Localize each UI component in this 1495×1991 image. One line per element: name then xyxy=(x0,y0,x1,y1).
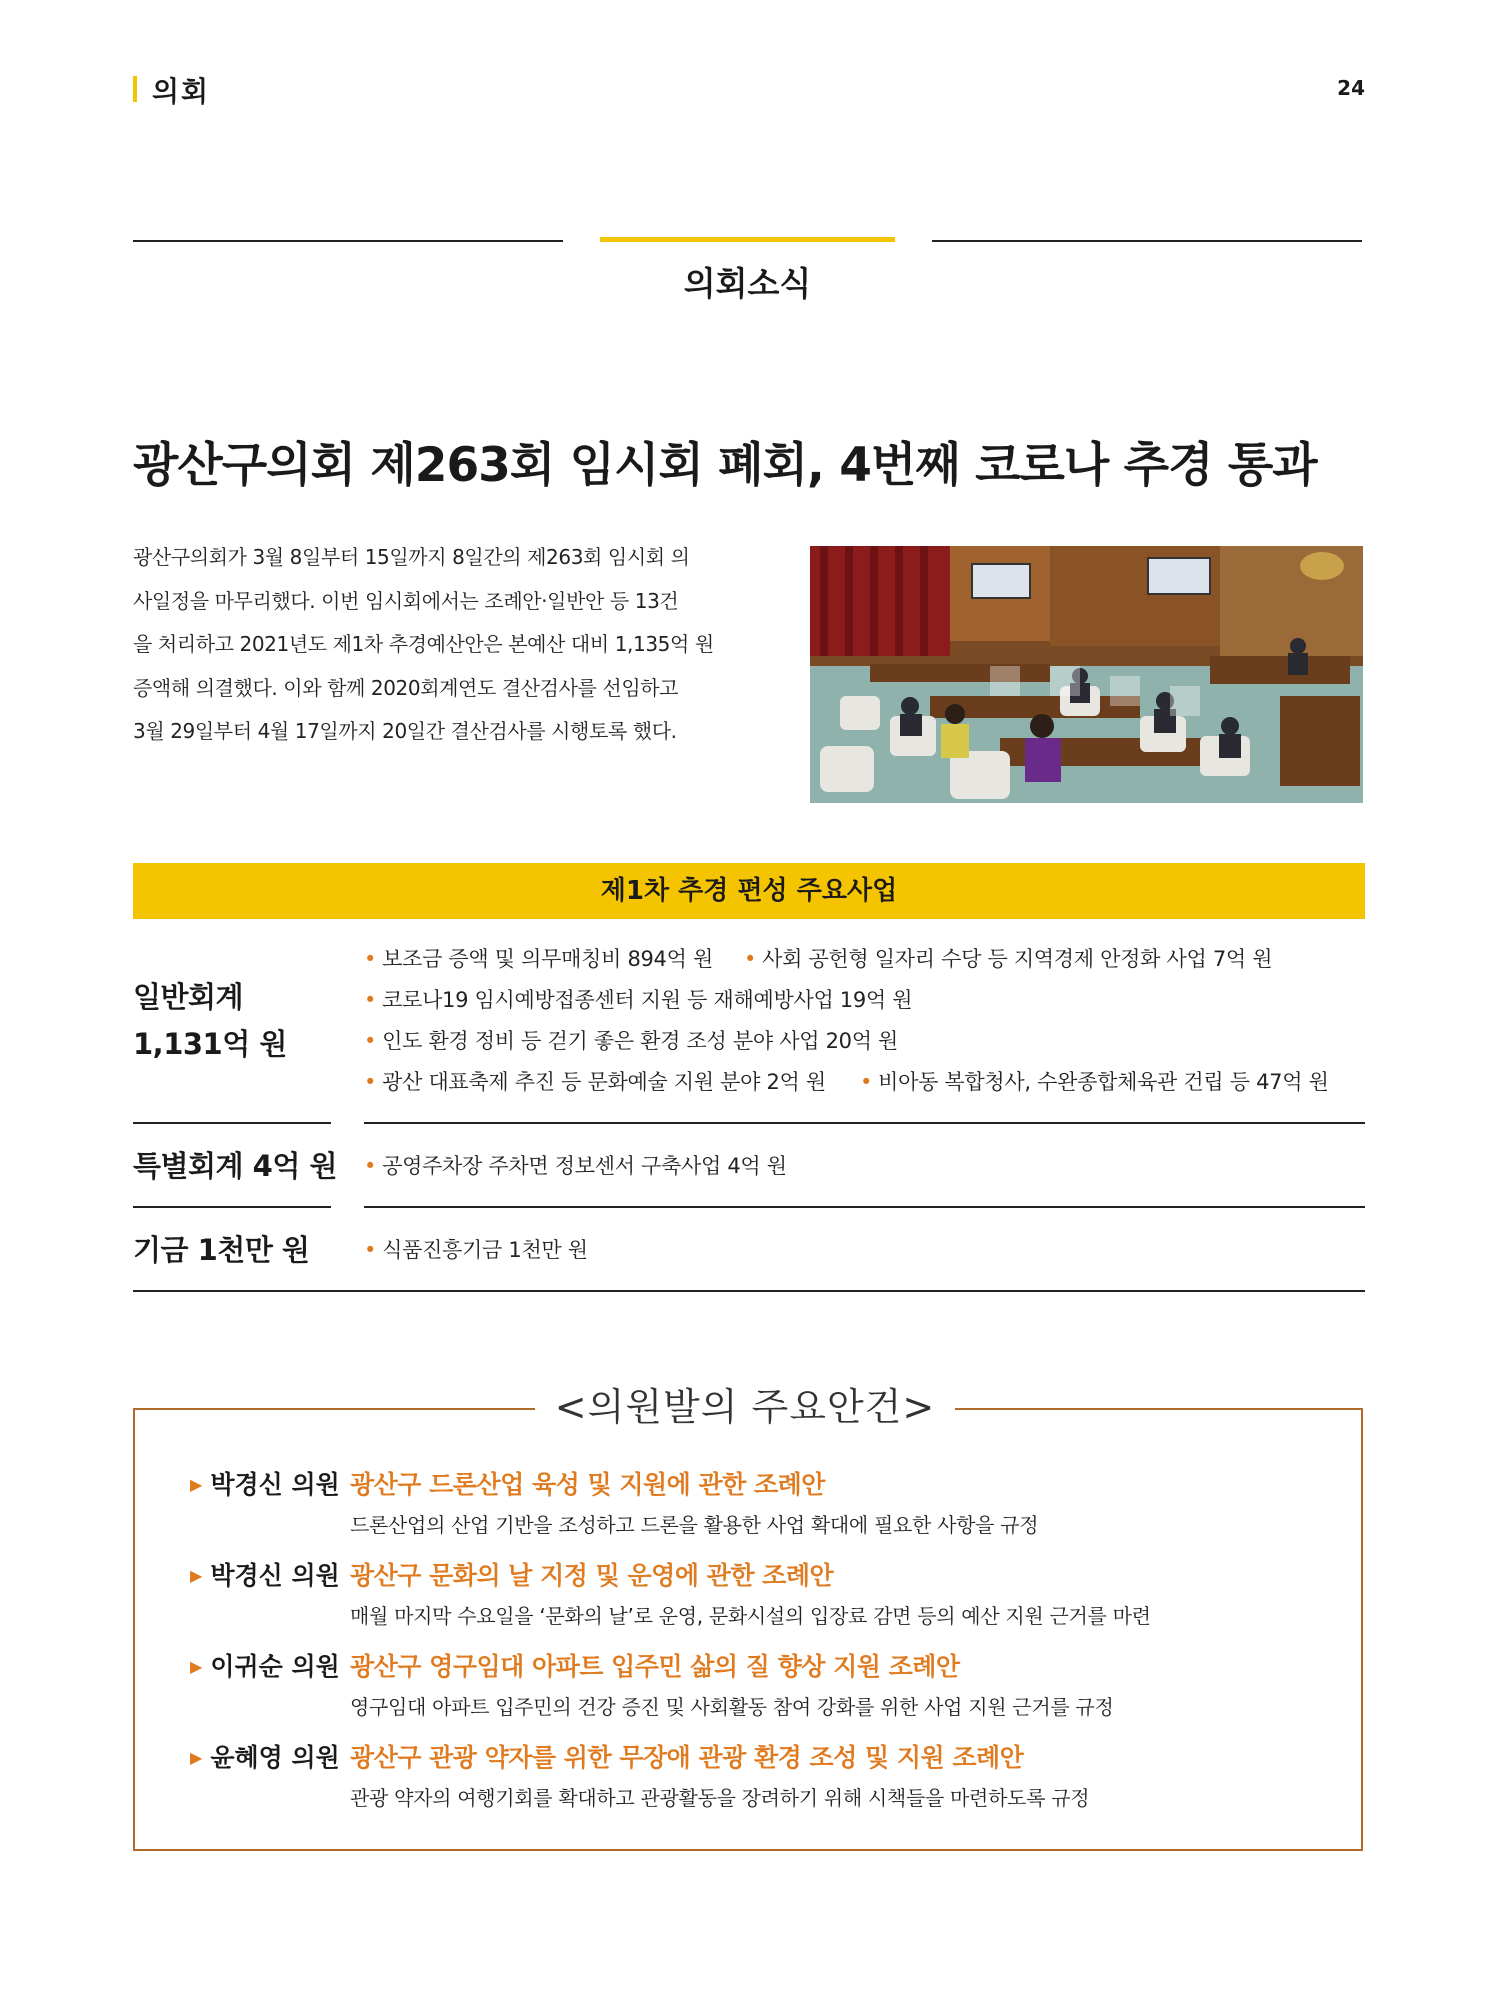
special-account-label: 특별회계 4억 원 xyxy=(133,1149,337,1183)
general-account-amount: 1,131억 원 xyxy=(133,1027,287,1061)
fund-label: 기금 1천만 원 xyxy=(133,1233,310,1267)
proposals-title-wrap xyxy=(535,1382,955,1432)
section-marker xyxy=(133,76,137,102)
proposals-title: <의원발의 주요안건> xyxy=(554,1385,936,1429)
section-name: 의회 xyxy=(152,75,211,108)
proposal-desc: 관광 약자의 여행기회를 확대하고 관광활동을 장려하기 위해 시책들을 마련하도록 규정 xyxy=(350,1786,1090,1810)
divider-accent xyxy=(600,237,895,242)
budget-item: • 사회 공헌형 일자리 수당 등 지역경제 안정화 사업 7억 원 xyxy=(744,947,1273,971)
budget-item: • 코로나19 임시예방접종센터 지원 등 재해예방사업 19억 원 xyxy=(364,988,913,1012)
budget-item: • 보조금 증액 및 의무매칭비 894억 원 xyxy=(364,947,713,971)
budget-item: • 비아동 복합청사, 수완종합체육관 건립 등 47억 원 xyxy=(860,1070,1329,1094)
proposal-member: ▶ 박경신 의원 xyxy=(190,1561,340,1590)
triangle-bullet-icon: ▶ xyxy=(190,1566,203,1585)
proposal-desc: 매월 마지막 수요일을 ‘문화의 날’로 운영, 문화시설의 입장료 감면 등의 예산 지원 근거를 마련 xyxy=(350,1604,1151,1628)
table-divider xyxy=(364,1122,1365,1124)
body-line: 3월 29일부터 4월 17일까지 20일간 결산검사를 시행토록 했다. xyxy=(133,719,677,743)
proposal-member: ▶ 윤혜영 의원 xyxy=(190,1743,340,1772)
triangle-bullet-icon: ▶ xyxy=(190,1748,203,1767)
general-account-label: 일반회계 xyxy=(133,980,244,1014)
budget-item: • 광산 대표축제 추진 등 문화예술 지원 분야 2억 원 xyxy=(364,1070,826,1094)
budget-item: • 식품진흥기금 1천만 원 xyxy=(364,1238,588,1262)
triangle-bullet-icon: ▶ xyxy=(190,1475,203,1494)
proposal-member: ▶ 이귀순 의원 xyxy=(190,1652,340,1681)
proposal-desc: 영구임대 아파트 입주민의 건강 증진 및 사회활동 참여 강화를 위한 사업 지원 근거를 규정 xyxy=(350,1695,1114,1719)
table-bottom-rule xyxy=(133,1290,1365,1292)
article-body xyxy=(133,536,753,754)
article-headline: 광산구의회 제263회 임시회 폐회, 4번째 코로나 추경 통과 xyxy=(133,438,1317,493)
triangle-bullet-icon: ▶ xyxy=(190,1657,203,1676)
proposal-title: 광산구 문화의 날 지정 및 운영에 관한 조례안 xyxy=(350,1561,834,1590)
proposal-desc: 드론산업의 산업 기반을 조성하고 드론을 활용한 사업 확대에 필요한 사항을 규정 xyxy=(350,1513,1039,1537)
divider-left xyxy=(133,240,563,242)
budget-item: • 공영주차장 주차면 정보센서 구축사업 4억 원 xyxy=(364,1154,787,1178)
table-divider xyxy=(364,1206,1365,1208)
body-line: 사일정을 마무리했다. 이번 임시회에서는 조례안·일반안 등 13건 xyxy=(133,588,679,613)
table-divider xyxy=(133,1206,331,1208)
divider-right xyxy=(932,240,1362,242)
budget-title: 제1차 추경 편성 주요사업 xyxy=(600,876,898,906)
table-divider xyxy=(133,1122,331,1124)
page-number: 24 xyxy=(1337,76,1365,100)
proposal-title: 광산구 드론산업 육성 및 지원에 관한 조례안 xyxy=(350,1470,825,1499)
proposal-member: ▶ 박경신 의원 xyxy=(190,1470,340,1499)
proposal-title: 광산구 관광 약자를 위한 무장애 관광 환경 조성 및 지원 조례안 xyxy=(350,1743,1024,1772)
body-line: 증액해 의결했다. 이와 함께 2020회계연도 결산검사를 선임하고 xyxy=(133,675,679,700)
proposal-title: 광산구 영구임대 아파트 입주민 삶의 질 향상 지원 조례안 xyxy=(350,1652,960,1681)
body-line: 광산구의회가 3월 8일부터 15일까지 8일간의 제263회 임시회 의 xyxy=(133,545,690,569)
budget-item: • 인도 환경 정비 등 걷기 좋은 환경 조성 분야 사업 20억 원 xyxy=(364,1029,899,1053)
council-session-photo xyxy=(810,546,1363,803)
section-title: 의회소식 xyxy=(683,264,812,303)
body-line: 을 처리하고 2021년도 제1차 추경예산안은 본예산 대비 1,135억 원 xyxy=(133,632,714,656)
